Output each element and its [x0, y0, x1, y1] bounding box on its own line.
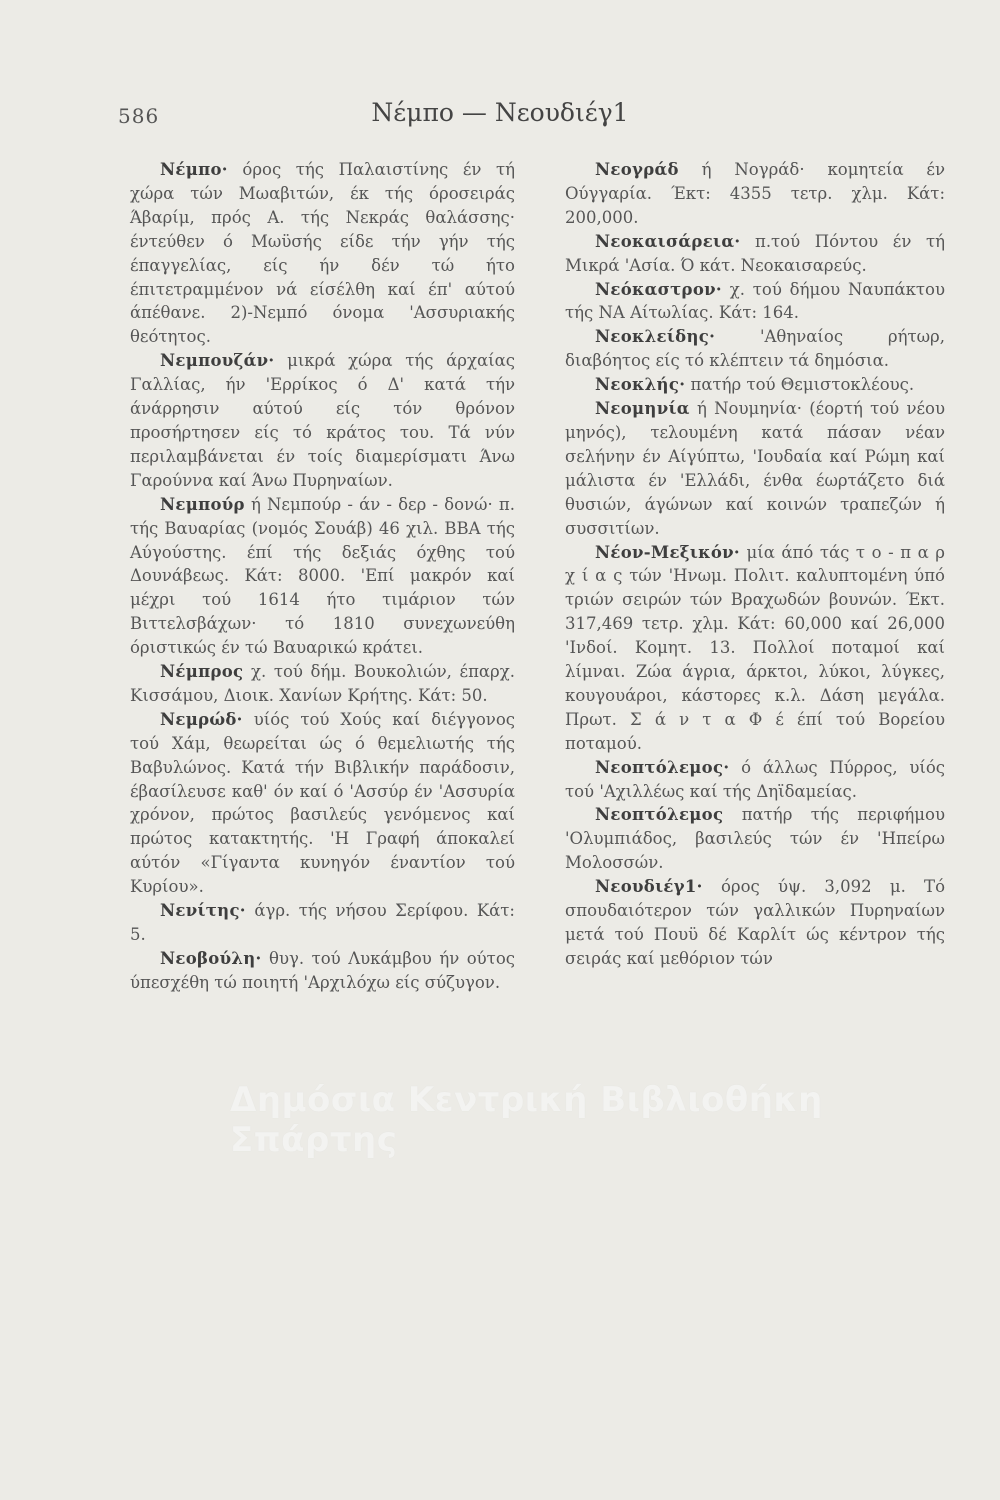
entry-text: χ. τού δήμ. Βουκολιών, έπαρχ. Κισσάμου, Διοικ. Χανίων Κρήτης. Κάτ: 50.	[130, 662, 516, 705]
left-column	[130, 158, 515, 995]
dictionary-entry	[565, 397, 945, 540]
entry-text: μικρά χώρα τής άρχαίας Γαλλίας, ήν 'Ερρίκος ό Δ' κατά τήν άνάρρησιν αύτού είς τόν θρόνον προσήρτησεν είς τό κράτος του. Τά νύν περιλαμβάνεται έν τοίς διαμερίσματι Άνω Γαρούννα καί Άνω Πυρηναίων.	[130, 351, 515, 490]
entry-text: ή Νεμπούρ - άν - δερ - δονώ· π. τής Βαυαρίας (νομός Σουάβ) 46 χιλ. ΒΒΑ τής Αύγούστης. έπί τής δεξιάς όχθης τού Δουνάβεως. Κάτ: 8000. 'Επί μακρόν καί μέχρι τού 1614 ήτο τιμάριον τών Βιττελσβάχων· τό 1810 συνεχωνεύθη όριστικώς έν τώ Βαυαρικώ κράτει.	[130, 494, 515, 658]
page-number: 586	[118, 104, 160, 128]
entry-text: πατήρ τού Θεμιστοκλέους.	[690, 375, 915, 395]
entry-headword: Νεμπούρ	[160, 494, 245, 514]
entry-headword: Νεοβούλη·	[160, 948, 262, 968]
entry-headword: Νενίτης·	[160, 901, 246, 921]
entry-text: ή Νογράδ· κομητεία έν Ούγγαρία. Έκτ: 4355 τετρ. χλμ. Κάτ: 200,000.	[565, 160, 945, 227]
entry-headword: Νεόκαστρον·	[595, 279, 722, 299]
right-column	[565, 158, 945, 971]
entry-headword: Νέμπο·	[160, 160, 228, 179]
entry-text: όρος τής Παλαιστίνης έν τή χώρα τών Μωαβιτών, έκ τής όροσειράς Άβαρίμ, πρός Α. τής Νεκράς θαλάσσης· έντεύθεν ό Μωϋσής είδε τήν γήν τής έπαγγελίας, είς ήν δέν τώ ήτο έπιτετραμμένον νά είσέλθη καί έπ' αύτού άπέθανε. 2)-Νεμπό όνομα 'Ασσυριακής θεότητος.	[130, 160, 515, 347]
dictionary-entry	[565, 875, 945, 971]
entry-text: ή Νουμηνία· (έορτή τού νέου μηνός), τελουμένη κατά πάσαν νέαν σελήνην έν Αίγύπτω, 'Ιουδαία καί Ρώμη καί μάλιστα έν 'Ελλάδι, ένθα έωρτάζετο διά θυσιών, άγώνων καί κοινών τραπεζών ή συσσιτίων.	[565, 399, 945, 538]
dictionary-entry	[130, 349, 515, 492]
dictionary-entry	[565, 803, 945, 875]
entry-headword: Νεομηνία	[595, 399, 690, 419]
entry-headword: Νεμρώδ·	[160, 709, 243, 729]
dictionary-entry	[565, 158, 945, 230]
dictionary-entry	[130, 899, 515, 947]
entry-headword: Νεοπτόλεμος	[595, 805, 724, 825]
entry-text: 'Αθηναίος ρήτωρ, διαβόητος είς τό κλέπτειν τά δημόσια.	[565, 327, 945, 371]
entry-text: πατήρ τής περιφήμου 'Ολυμπιάδος, βασιλεύς τών έν 'Ηπείρω Μολοσσών.	[565, 805, 945, 873]
entry-headword: Νεοκαισάρεια·	[595, 231, 741, 251]
dictionary-entry	[565, 373, 945, 397]
entry-headword: Νεοκλείδης·	[595, 327, 716, 347]
entry-headword: Νεμπουζάν·	[160, 351, 275, 371]
entry-text: χ. τού δήμου Ναυπάκτου τής ΝΑ Αίτωλίας. Κάτ: 164.	[565, 279, 945, 323]
entry-headword: Νέον-Μεξικόν·	[595, 542, 740, 562]
entry-headword: Νέμπρος	[160, 662, 244, 682]
entry-text: ό άλλως Πύρρος, υίός τού 'Αχιλλέως καί τής Δηϊδαμείας.	[565, 757, 945, 801]
dictionary-entry	[130, 158, 515, 349]
entry-headword: Νεουδιέγ1·	[595, 877, 703, 897]
library-watermark: Δημόσια Κεντρική Βιβλιοθήκη Σπάρτης	[230, 1080, 823, 1160]
dictionary-entry	[565, 541, 945, 756]
entry-text: όρος ύψ. 3,092 μ. Τό σπουδαιότερον τών γαλλικών Πυρηναίων μετά τού Πουϋ δέ Καρλίτ ώς κέντρον τής σειράς καί μεθόριον τών	[565, 877, 945, 968]
entry-headword: Νεοπτόλεμος·	[595, 757, 730, 777]
entry-text: θυγ. τού Λυκάμβου ήν ούτος ύπεσχέθη τώ ποιητή 'Αρχιλόχω είς σύζυγον.	[130, 948, 515, 992]
dictionary-entry	[565, 325, 945, 373]
dictionary-entry	[130, 660, 515, 708]
entry-headword: Νεογράδ	[595, 160, 679, 179]
entry-text: άγρ. τής νήσου Σερίφου. Κάτ: 5.	[130, 901, 515, 944]
entry-text: π.τού Πόντου έν τή Μικρά 'Ασία. Ό κάτ. Νεοκαισαρεύς.	[565, 231, 945, 275]
entry-text: υίός τού Χούς καί διέγγονος τού Χάμ, θεωρείται ώς ό θεμελιωτής τής Βαβυλώνος. Κατά τήν Βιβλικήν παράδοσιν, έβασίλευσε καθ' όν καί ό 'Ασσύρ έν 'Ασσυρία χρόνον, πρώτος βασιλεύς γενόμενος καί πρώτος κατακτητής. 'Η Γραφή άποκαλεί αύτόν «Γίγαντα κυνηγόν έναντίον τού Κυρίου».	[130, 709, 516, 897]
dictionary-entry	[565, 230, 945, 278]
dictionary-entry	[130, 947, 515, 995]
entry-text: μία άπό τάς τ ο - π α ρ χ ί α ς τών 'Ηνωμ. Πολιτ. καλυπτομένη ύπό τριών σειρών τών Βραχωδών βουνών. Έκτ. 317,469 τετρ. χλμ. Κάτ: 60,000 καί 26,000 'Ινδοί. Κομητ. 13. Πολλοί ποταμοί καί λίμναι. Ζώα άγρια, άρκτοι, λύκοι, λύγκες, κουγουάροι, κάστορες κ.λ. Δάση μεγάλα. Πρωτ. Σ ά ν τ α Φ έ έπί τού Βορείου ποταμού.	[565, 542, 945, 753]
dictionary-entry	[130, 493, 515, 660]
entry-headword: Νεοκλής·	[595, 375, 686, 395]
dictionary-entry	[130, 708, 515, 899]
dictionary-entry	[565, 278, 945, 326]
running-title: Νέμπο — Νεουδιέγ1	[371, 98, 629, 127]
dictionary-entry	[565, 756, 945, 804]
